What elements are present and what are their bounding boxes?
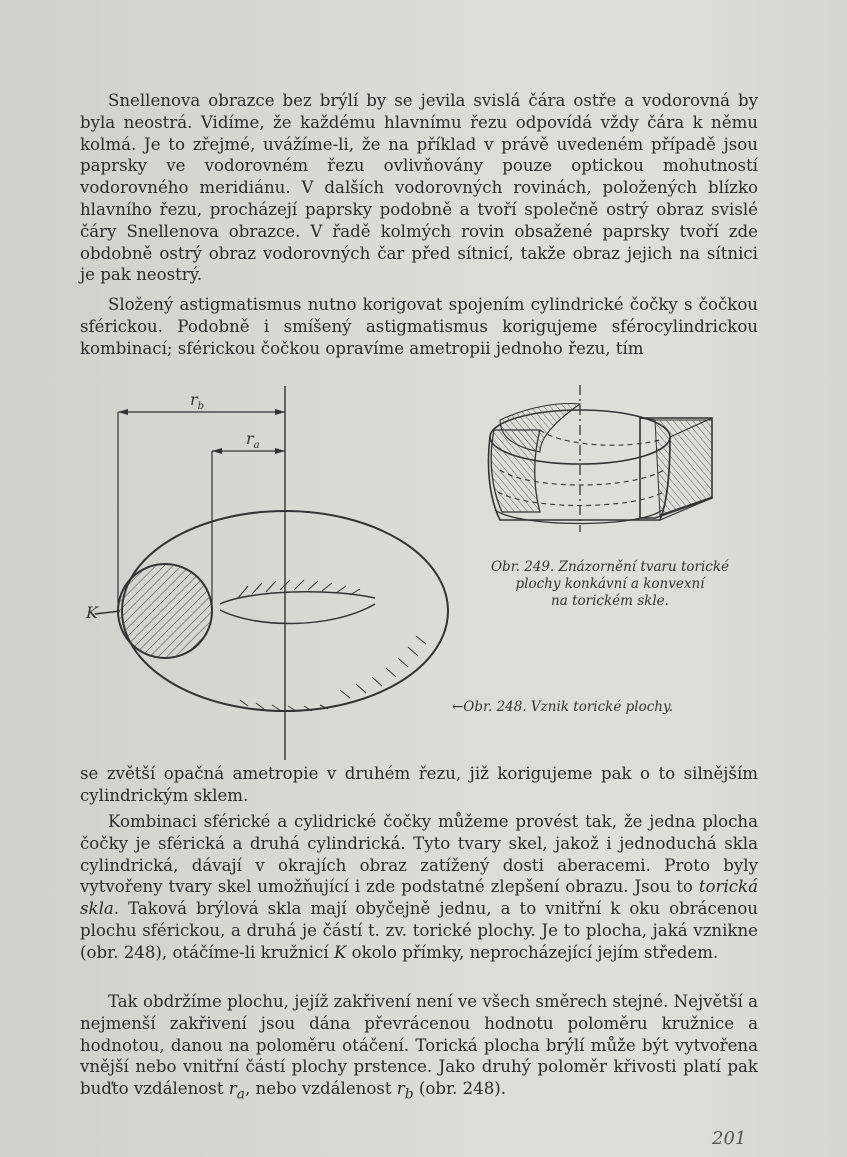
paragraph-4-emphasis: torická skla: [80, 877, 758, 919]
figure-248-torus: [95, 386, 448, 760]
paragraph-4: [80, 811, 758, 964]
label-K: K: [86, 603, 98, 622]
paragraph-3: se zvětší opačná ametropie v druhém řezu, již korigujeme pak o to silnějším cylindrickým sklem.: [80, 764, 758, 805]
paragraph-4-text-c: okolo přímky, neprocházející jejím středem.: [346, 942, 719, 962]
paragraph-5-text-a: Tak obdržíme plochu, jejíž zakřivení není ve všech směrech stejné. Největší a nejmenší zakřivení jsou dána převrácenou hodnotu poloměru kružnice a hodnotou, danou na poloměru otáčení. Torická plocha brýlí může být vytvořena vnější nebo vnitřní částí plochy prstence. Jako druhý poloměr křivosti platí pak buďto vzdálenost: [80, 992, 758, 1099]
figure-249-caption-line-3: na torickém skle.: [551, 593, 669, 609]
page-number: 201: [712, 1128, 747, 1149]
figure-248-caption: ←Obr. 248. Vznik torické plochy.: [452, 699, 674, 715]
paragraph-1: Snellenova obrazce bez brýlí by se jevila svislá čára ostře a vodorovná by byla neostrá. Vidíme, že každému hlavnímu řezu odpovídá vždy čára k němu kolmá. Je to zřejmé, uvážíme-li, že na příklad v právě uvedeném případě jsou paprsky ve vodorovném řezu ovlivňovány pouze optickou mohutností vodorovného meridiánu. V dalších vodorovných rovinách, položených blízko hlavního řezu, procházejí paprsky podobně a tvoří společně ostrý obraz svislé čáry Snellenova obrazce. V řadě kolmých rovin obsažené paprsky tvoří zde obdobně ostrý obraz vodorovných čar před sítnicí, takže obraz jejich na sítnici je pak neostrý.: [80, 91, 758, 285]
paragraph-2: Složený astigmatismus nutno korigovat spojením cylindrické čočky s čočkou sférickou. Podobně i smíšený astigmatismus korigujeme sférocylindrickou kombinací; sférickou čočkou opravíme ametropii jednoho řezu, tím: [80, 295, 758, 358]
paragraph-5-text-c: (obr. 248).: [413, 1079, 507, 1099]
figure-249-caption-line-1: Obr. 249. Znázornění tvaru torické: [490, 559, 729, 575]
paragraph-4-symbol-K: K: [333, 942, 347, 962]
paragraph-4-text-b: . Taková brýlová skla mají obyčejně jednu, a to vnitřní k oku obrácenou plochu sférickou, a druhá je částí t. zv. torické plochy. Je to plocha, jaká vznikne (obr. 248), otáčíme-li kružnicí: [80, 899, 758, 962]
label-ra: $r_a$: [246, 429, 260, 451]
figure-249-toric-lens: [488, 385, 712, 532]
paragraph-4-text-a: Kombinaci sférické a cylidrické čočky můžeme provést tak, že jedna plocha čočky je sférická a druhá cylindrická. Tyto tvary skel, jakož i jednoduchá skla cylindrická, dávají v okrajích obraz zatížený dosti aberacemi. Proto byly vytvořeny tvary skel umožňující i zde podstatné zlepšení obrazu. Jsou to: [80, 812, 758, 897]
figure-249-caption-line-2: plochy konkávní a konvexní: [515, 576, 705, 592]
paragraph-5-symbol-rb: $r_b$: [396, 1079, 414, 1103]
paragraph-5-text-b: , nebo vzdálenost: [244, 1079, 397, 1099]
figure-249-caption: [455, 559, 765, 610]
label-rb: $r_b$: [190, 390, 205, 412]
paragraph-5: [80, 991, 758, 1106]
paragraph-5-symbol-ra: $r_a$: [228, 1079, 245, 1103]
